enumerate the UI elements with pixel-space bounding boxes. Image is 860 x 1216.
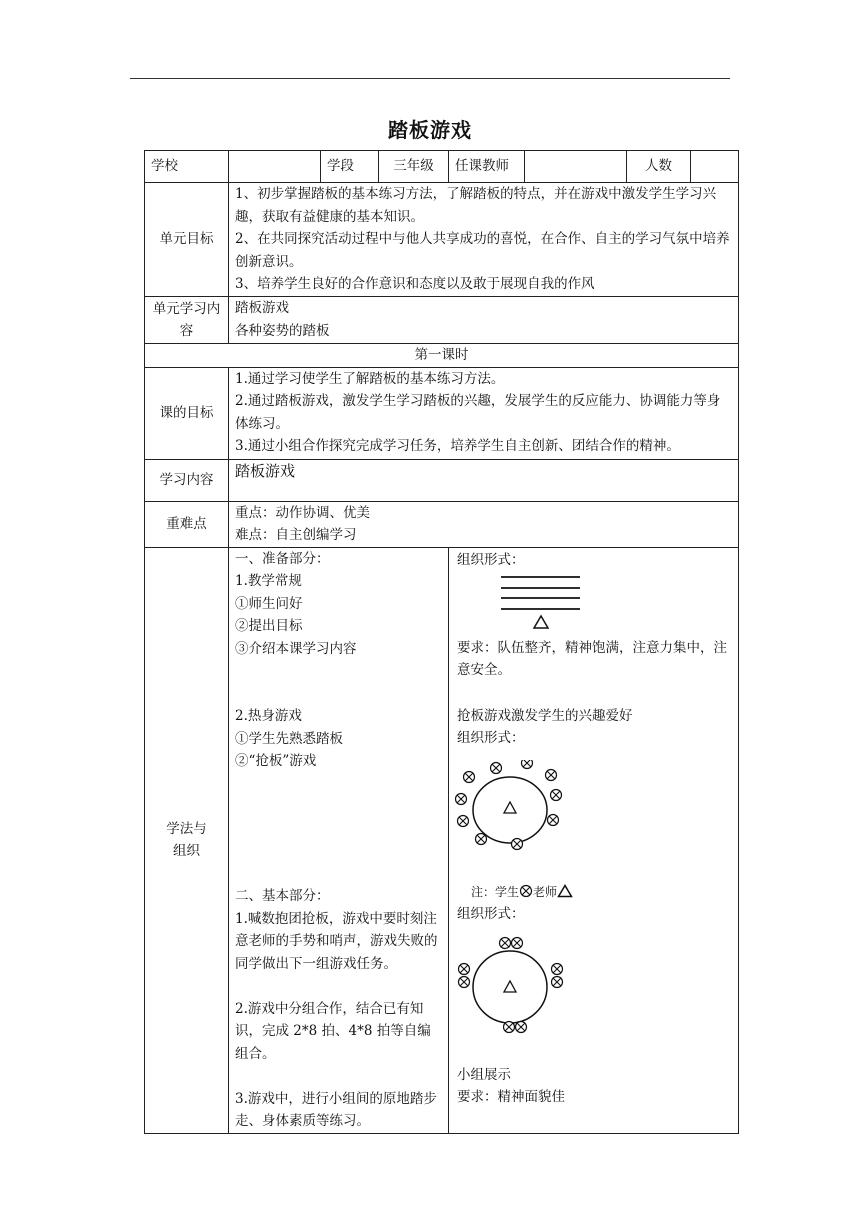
prep-item: ③介绍本课学习内容 [235, 640, 357, 657]
lesson-plan-table [144, 150, 739, 1134]
student-marker-icon [512, 937, 523, 948]
study-content-row [145, 459, 739, 501]
student-marker-icon [522, 760, 533, 769]
count-label: 人数 [627, 151, 691, 183]
unit-goal-item: 1、初步掌握踏板的基本练习方法，了解踏板的特点，并在游戏中激发学生学习兴趣，获取有益健康的基本知识。 [235, 186, 717, 225]
student-marker-icon [459, 976, 470, 987]
legend [471, 881, 734, 904]
prep-sub2: 2.热身游戏 [235, 708, 302, 724]
header-rule [130, 78, 730, 79]
unit-goal-row [145, 183, 739, 297]
lesson-header-row [145, 344, 739, 368]
teacher-label: 任课教师 [449, 151, 525, 183]
teacher-value [525, 151, 627, 183]
student-marker-icon [476, 833, 487, 844]
teacher-triangle-icon [534, 616, 548, 628]
study-content-label: 学习内容 [145, 459, 229, 501]
teacher-triangle-icon [504, 802, 516, 813]
unit-content-label: 单元学习内容 [145, 297, 229, 344]
lesson-goal-item: 1.通过学习使学生了解踏板的基本练习方法。 [235, 370, 505, 387]
student-marker-icon [459, 963, 470, 974]
circle-formation-diagram [449, 760, 699, 860]
org-requirement: 要求：队伍整齐，精神饱满，注意力集中，注意安全。 [457, 639, 727, 678]
basic-paragraph: 3.游戏中，进行小组间的原地踏步走、身体素质等练习。 [235, 1090, 437, 1129]
stage-value: 三年级 [379, 151, 449, 183]
student-marker-icon [551, 789, 562, 800]
student-marker-icon [548, 814, 559, 825]
count-value [691, 151, 739, 183]
student-marker-icon [491, 762, 502, 773]
student-marker-icon [504, 1021, 515, 1032]
unit-goal-item: 3、培养学生良好的合作意识和态度以及敢于展现自我的作风 [235, 276, 595, 292]
prep-item: ②“抢板”游戏 [235, 753, 317, 769]
organization-column [449, 547, 739, 1133]
difficulty-point: 难点：自主创编学习 [235, 527, 357, 543]
key-points-content [229, 501, 739, 547]
student-marker-icon [516, 1021, 527, 1032]
method-row [145, 547, 739, 1133]
prep-item: ②提出目标 [235, 618, 303, 634]
method-label-text: 学法与组织 [166, 820, 207, 859]
student-marker-icon [456, 793, 467, 804]
method-content [229, 547, 449, 1133]
org-form-label: 组织形式： [457, 551, 525, 568]
unit-content-item: 踏板游戏 [235, 300, 289, 316]
method-label [145, 547, 229, 1133]
student-marker-icon [552, 963, 563, 974]
student-icon [519, 884, 533, 898]
game-circle [473, 951, 547, 1023]
group-show: 小组展示 [457, 1066, 511, 1083]
lesson-goal-item: 3.通过小组合作探究完成学习任务，培养学生自主创新、团结合作的精神。 [235, 438, 680, 454]
basic-heading: 二、基本部分： [235, 888, 330, 904]
unit-content-cell [229, 297, 739, 344]
stage-label: 学段 [321, 151, 379, 183]
student-marker-icon [546, 769, 557, 780]
org-form-label: 组织形式： [457, 905, 525, 922]
prep-item: ①师生问好 [235, 595, 303, 612]
lesson-goal-item: 2.通过踏板游戏，激发学生学习踏板的兴趣，发展学生的反应能力、协调能力等身体练习。 [235, 393, 721, 432]
game-circle [473, 777, 547, 843]
unit-goal-content [229, 183, 739, 297]
org-requirement: 要求：精神面貌佳 [457, 1088, 565, 1105]
student-marker-icon [458, 815, 469, 826]
line-formation-diagram [449, 574, 699, 636]
teacher-triangle-icon [504, 981, 516, 992]
lesson-goal-label: 课的目标 [145, 367, 229, 459]
study-content-value: 踏板游戏 [229, 459, 739, 501]
lesson-header: 第一课时 [145, 344, 739, 368]
key-point: 重点：动作协调、优美 [235, 504, 370, 521]
unit-goal-label: 单元目标 [145, 183, 229, 297]
group-formation-diagram [449, 936, 699, 1038]
prep-item: ①学生先熟悉踏板 [235, 730, 343, 747]
unit-goal-item: 2、在共同探究活动过程中与他人共享成功的喜悦，在合作、自主的学习气氛中培养创新意识。 [235, 231, 730, 270]
key-points-row [145, 501, 739, 547]
prep-sub1: 1.教学常规 [235, 573, 302, 589]
lesson-goal-row [145, 367, 739, 459]
school-label: 学校 [145, 151, 229, 183]
key-points-label: 重难点 [145, 501, 229, 547]
lesson-goal-content [229, 367, 739, 459]
legend-teacher-label: 老师 [533, 884, 558, 899]
school-value [229, 151, 321, 183]
header-row [145, 151, 739, 183]
game-note: 抢板游戏激发学生的兴趣爱好 [457, 707, 633, 724]
student-marker-icon [552, 976, 563, 987]
legend-student-label: 注：学生 [471, 884, 520, 899]
basic-paragraph: 1.喊数抱团抢板，游戏中要时刻注意老师的手势和哨声，游戏失败的同学做出下一组游戏任务。 [235, 910, 438, 972]
unit-content-item: 各种姿势的踏板 [235, 322, 330, 339]
document-title: 踏板游戏 [388, 118, 472, 142]
student-marker-icon [500, 937, 511, 948]
teacher-icon [557, 884, 573, 898]
basic-paragraph: 2.游戏中分组合作，结合已有知识，完成 2*8 拍、4*8 拍等自编组合。 [235, 1000, 431, 1062]
student-marker-icon [464, 771, 475, 782]
prep-heading: 一、准备部分： [235, 550, 330, 567]
student-marker-icon [512, 838, 523, 849]
org-form-label: 组织形式： [457, 729, 525, 746]
unit-content-row [145, 297, 739, 344]
